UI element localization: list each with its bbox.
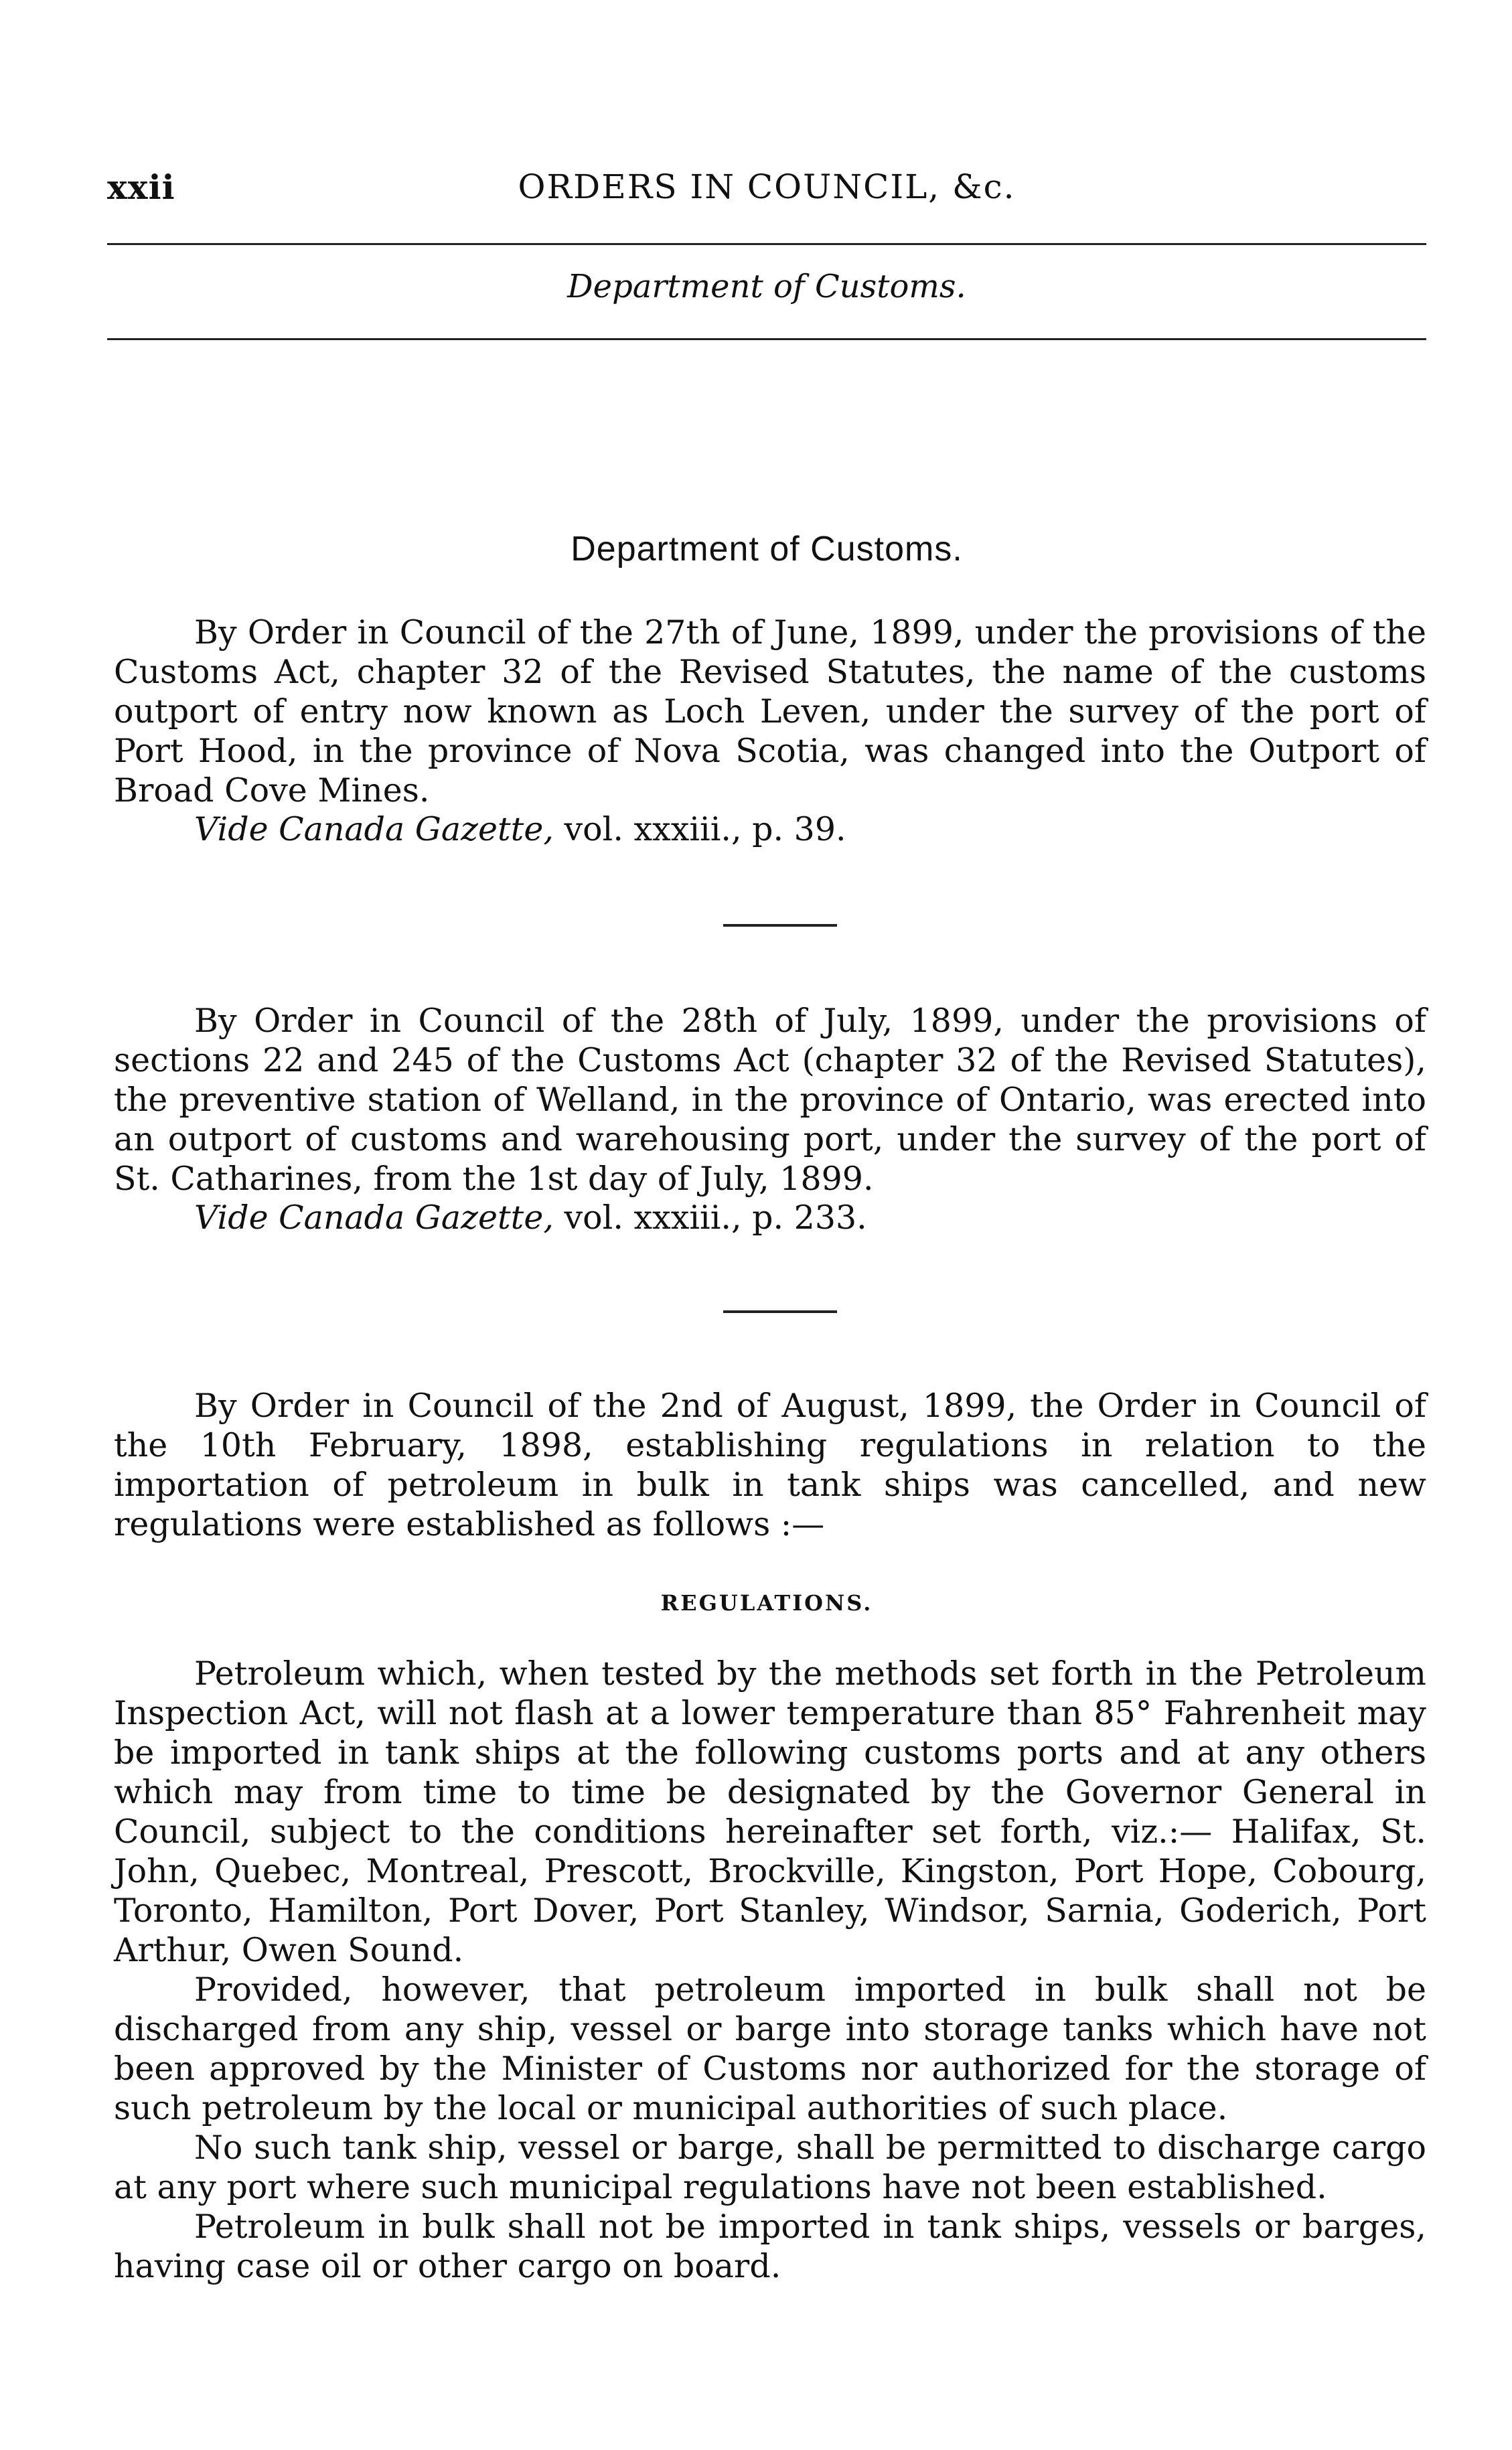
page-header: [107, 167, 1426, 214]
order-3-text: By Order in Council of the 2nd of August, 1899, the Order in Council of the 10th February, 1898, establishing regulations in relation to the importation of petroleum in bulk in tank ships was cancelled, and new regulations were established as follows :—: [114, 1387, 1426, 1543]
regulations-heading: REGULATIONS.: [660, 1590, 873, 1616]
vide-reference-1: [194, 810, 846, 849]
section-separator-1: [723, 924, 837, 927]
order-paragraph-1: [114, 613, 1426, 810]
running-title: ORDERS IN COUNCIL, &c.: [518, 167, 1016, 206]
order-paragraph-3: [114, 1386, 1426, 1544]
header-rule-top: [107, 243, 1426, 245]
vide-2-label: Vide Canada Gazette,: [194, 1199, 554, 1237]
section-heading: Department of Customs.: [571, 530, 963, 568]
regulations-body: [114, 1654, 1426, 2286]
regulation-paragraph: Provided, however, that petroleum imported in bulk shall not be discharged from any ship, vessel or barge into storage tanks which have not been approved by the Minister of Customs nor authorized for the storage of such petroleum by the local or municipal authorities of such place.: [114, 1971, 1426, 2127]
page-number: xxii: [107, 167, 175, 207]
section-separator-2: [723, 1310, 837, 1313]
header-rule-bottom: [107, 338, 1426, 340]
order-2-text: By Order in Council of the 28th of July, 1899, under the provisions of sections 22 and 245 of the Customs Act (chapter 32 of the Revised Statutes), the preventive station of Welland, in the province of Ontario, was erected into an outport of customs and warehousing port, under the survey of the port of St. Catharines, from the 1st day of July, 1899.: [114, 1002, 1426, 1198]
vide-reference-2: [194, 1198, 867, 1237]
regulation-paragraph: Petroleum which, when tested by the methods set forth in the Petroleum Inspection Act, will not flash at a lower temperature than 85° Fahrenheit may be imported in tank ships at the following customs ports and at any others which may from time to time be designated by the Governor General in Council, subject to the conditions hereinafter set forth, viz.:— Halifax, St. John, Quebec, Montreal, Prescott, Brockville, Kingston, Port Hope, Cobourg, Toronto, Hamilton, Port Dover, Port Stanley, Windsor, Sarnia, Goderich, Port Arthur, Owen Sound.: [114, 1655, 1426, 1969]
vide-2-ref: vol. xxxiii., p. 233.: [553, 1199, 867, 1237]
department-subtitle: Department of Customs.: [567, 268, 966, 305]
regulation-paragraph: No such tank ship, vessel or barge, shall be permitted to discharge cargo at any port where such municipal regulations have not been established.: [114, 2129, 1426, 2206]
order-1-text: By Order in Council of the 27th of June, 1899, under the provisions of the Customs Act, chapter 32 of the Revised Statutes, the name of the customs outport of entry now known as Loch Leven, under the survey of the port of Port Hood, in the province of Nova Scotia, was changed into the Outport of Broad Cove Mines.: [114, 613, 1426, 810]
order-paragraph-2: [114, 1001, 1426, 1199]
vide-1-ref: vol. xxxiii., p. 39.: [553, 810, 846, 848]
vide-1-label: Vide Canada Gazette,: [194, 810, 554, 848]
regulation-paragraph: Petroleum in bulk shall not be imported in tank ships, vessels or barges, having case oil or other cargo on board.: [114, 2208, 1426, 2285]
